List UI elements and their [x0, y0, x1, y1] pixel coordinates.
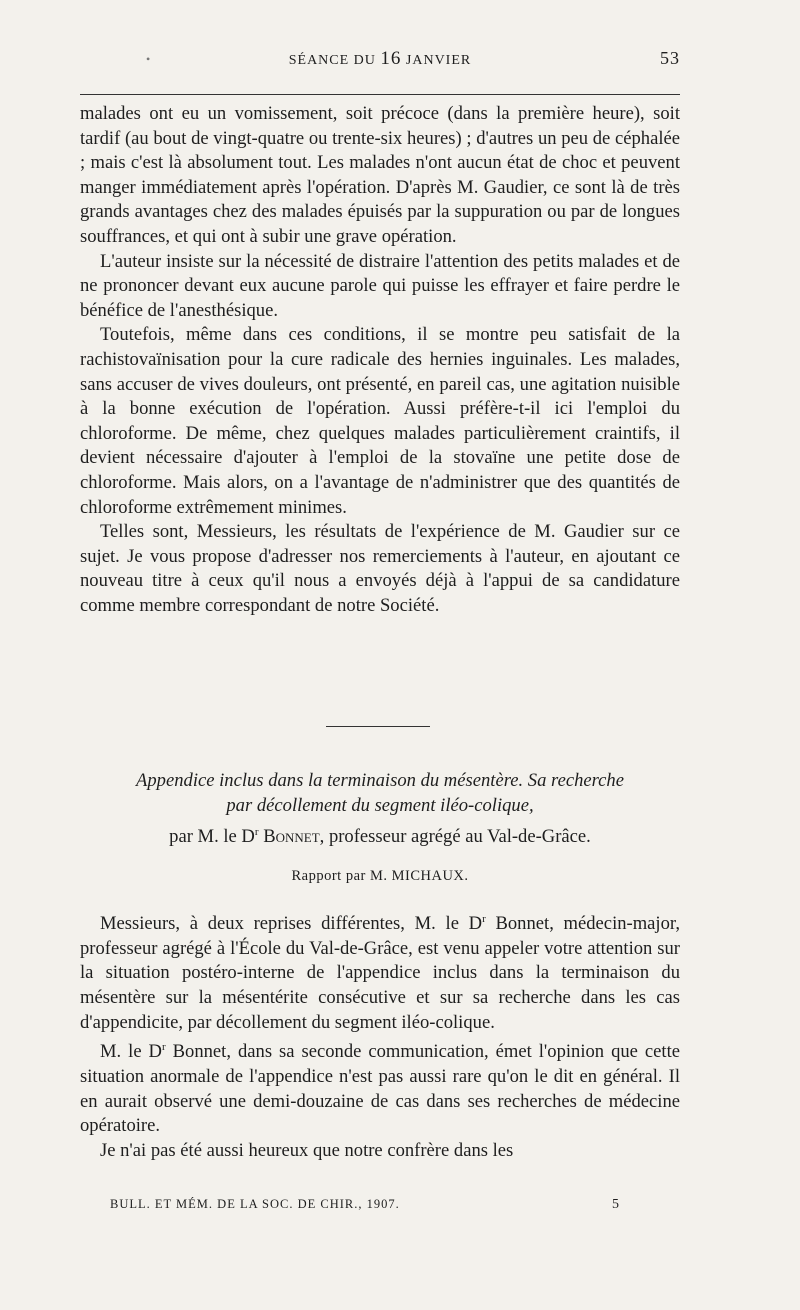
paragraph: L'auteur insiste sur la nécessité de distraire l'attention des petits malades et de ne prononcer devant eux aucune parole qui puisse les effrayer et faire perdre le bénéfice de l'anesthésique. [80, 250, 680, 321]
header-rule [80, 94, 680, 95]
paragraph: M. le $D^r$ Bonnet, dans sa seconde communication, émet l'opinion que cette situation anormale de l'appendice n'est pas aussi rare qu'on le dit en général. Il en aurait observé une demi-douzaine de cas dans ses recherches de médecine opératoire. [80, 1041, 680, 1137]
paragraph: Messieurs, à deux reprises différentes, M. le $D^r$ Bonnet, médecin-major, professeur agrégé à l'École du Val-de-Grâce, est venu appeler votre attention sur la situation postéro-interne de l'appendice inclus dans la terminaison du mésentère sur la mésentérite consécutive et sur sa recherche dans les cas d'appendicite, par décollement du segment iléo-colique. [80, 913, 680, 1033]
session-day: 16 [380, 48, 402, 69]
article-title: Appendice inclus dans la terminaison du mésentère. Sa recherche par décollement du segment iléo-colique, [136, 770, 624, 816]
session-month: JANVIER [405, 53, 472, 68]
section-separator [326, 726, 430, 727]
author-name: Bonnet [263, 826, 320, 848]
paragraph: Je n'ai pas été aussi heureux que notre confrère dans les [100, 1139, 514, 1161]
page-footer [80, 1197, 680, 1217]
running-title: SÉANCE DU 16 JANVIER [288, 48, 472, 69]
paragraph: malades ont eu un vomissement, soit précoce (dans la première heure), soit tardif (au bout de vingt-quatre ou trente-six heures) ; d'autres un peu de céphalée ; mais c'est là absolument tout. Les malades n'ont aucun état de choc et peuvent manger immédiatement après l'opération. D'après M. Gaudier, ce sont là de très grands avantages chez des malades épuisés par la suppuration ou par de longues souffrances, et qui ont à subir une grave opération. [80, 103, 680, 247]
article-author: par M. le $D^r$ Bonnet, professeur agrégé au Val-de-Grâce. [169, 826, 591, 848]
rapport-line: Rapport par M. MICHAUX. [291, 868, 469, 884]
page-number: 53 [660, 48, 680, 68]
paragraph: Telles sont, Messieurs, les résultats de l'expérience de M. Gaudier sur ce sujet. Je vous propose d'adresser nos remerciements à l'auteur, en ajoutant ce nouveau titre à ceux qu'il nous a envoyés déjà à l'appui de sa candidature comme membre correspondant de notre Société. [80, 521, 680, 616]
report-body [80, 907, 680, 1163]
bulletin-reference: BULL. ET MÉM. DE LA SOC. DE CHIR., 1907. [110, 1197, 400, 1211]
running-header [80, 48, 680, 72]
report-continuation [80, 102, 680, 618]
paragraph: Toutefois, même dans ces conditions, il se montre peu satisfait de la rachistovaïnisation pour la cure radicale des hernies inguinales. Les malades, sans accuser de vives douleurs, ont présenté, en pareil cas, une agitation nuisible à la bonne exécution de l'opération. Aussi préfère-t-il ici l'emploi du chloroforme. De même, chez quelques malades particulièrement craintifs, il devient nécessaire d'ajouter à l'emploi de la stovaïne une petite dose de chloroforme. Mais alors, on a l'avantage de n'administrer que des quantités de chloroforme extrêmement minimes. [80, 324, 680, 518]
bullet-mark: • [146, 52, 152, 66]
signature-mark: 5 [612, 1197, 620, 1212]
